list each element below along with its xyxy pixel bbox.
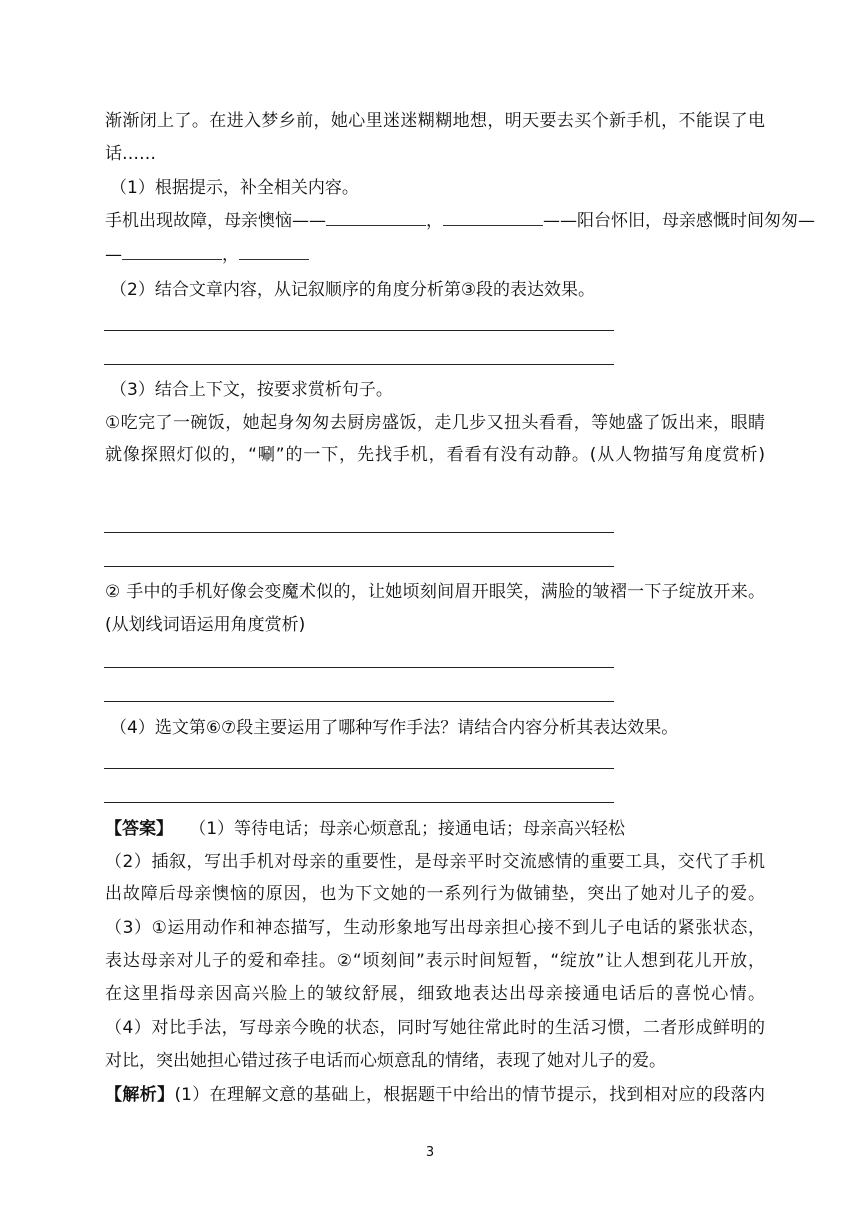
question-3-prompt: （3）结合上下文，按要求赏析句子。 [110,380,393,400]
answer-blank[interactable] [122,243,222,260]
answer-line[interactable] [104,364,614,365]
text-line: 话…… [105,144,156,164]
question-1-fill-line [105,209,815,233]
answer-text: 在这里指母亲因高兴脸上的皱纹舒展，细致地表达出母亲接通电话后的喜悦心情。 [105,984,765,1004]
page-number: 3 [425,1145,435,1160]
answer-text: 出故障后母亲懊恼的原因，也为下文她的一系列行为做铺垫，突出了她对儿子的爱。 [105,884,765,904]
answer-text: （2）插叙，写出手机对母亲的重要性，是母亲平时交流感情的重要工具，交代了手机 [105,852,765,872]
text-segment: ——阳台怀旧，母亲感慨时间匆匆— [543,211,815,231]
answer-text: （3）①运用动作和神态描写，生动形象地写出母亲担心接不到儿子电话的紧张状态， [105,918,765,938]
answer-line[interactable] [104,701,614,702]
question-3-sentence-1: ①吃完了一碗饭，她起身匆匆去厨房盛饭，走几步又扭头看看，等她盛了饭出来，眼睛 [105,413,765,433]
question-1-prompt: （1）根据提示，补全相关内容。 [110,178,359,198]
answer-label: 【答案】 [105,819,173,839]
question-3-sentence-2: ② 手中的手机好像会变魔术似的，让她顷刻间眉开眼笑，满脸的皱褶一下子绽放开来。 [105,582,765,602]
answer-line[interactable] [104,768,614,769]
question-3-sentence-2: (从划线词语运用角度赏析) [105,615,306,635]
answer-text: 对比，突出她担心错过孩子电话而心烦意乱的情绪，表现了她对儿子的爱。 [105,1051,666,1071]
text-segment: ， [426,211,443,231]
text-segment: ， [222,245,239,265]
answer-line[interactable] [104,330,614,331]
question-4-prompt: （4）选文第⑥⑦段主要运用了哪种写作手法？请结合内容分析其表达效果。 [110,718,679,738]
explanation-line-1 [105,1083,765,1107]
answer-text: 表达母亲对儿子的爱和牵挂。②“顷刻间”表示时间短暂，“绽放”让人想到花儿开放， [105,951,765,971]
answer-blank[interactable] [326,209,426,226]
explanation-label: 【解析】 [105,1085,175,1105]
text-line: 渐渐闭上了。在进入梦乡前，她心里迷迷糊糊地想，明天要去买个新手机，不能误了电 [105,111,765,131]
text-segment: — [105,245,122,265]
explanation-text: (1）在理解文意的基础上，根据题干中给出的情节提示，找到相对应的段落内 [174,1085,765,1105]
answer-blank[interactable] [443,209,543,226]
question-3-sentence-1: 就像探照灯似的，“唰”的一下，先找手机，看看有没有动静。(从人物描写角度赏析) [105,445,765,465]
question-1-fill-line [105,243,765,267]
text-segment: 手机出现故障，母亲懊恼—— [105,211,326,231]
answer-line[interactable] [104,667,614,668]
question-2-prompt: （2）结合文章内容，从记叙顺序的角度分析第③段的表达效果。 [110,280,596,300]
answer-line[interactable] [104,532,614,533]
answer-line[interactable] [104,566,614,567]
answer-line[interactable] [104,802,614,803]
answer-blank[interactable] [239,243,309,260]
answer-text: （4）对比手法，写母亲今晚的状态，同时写她往常此时的生活习惯，二者形成鲜明的 [105,1018,765,1038]
answer-text: （1）等待电话；母亲心烦意乱；接通电话；母亲高兴轻松 [189,819,626,839]
answer-line-1 [105,817,765,841]
